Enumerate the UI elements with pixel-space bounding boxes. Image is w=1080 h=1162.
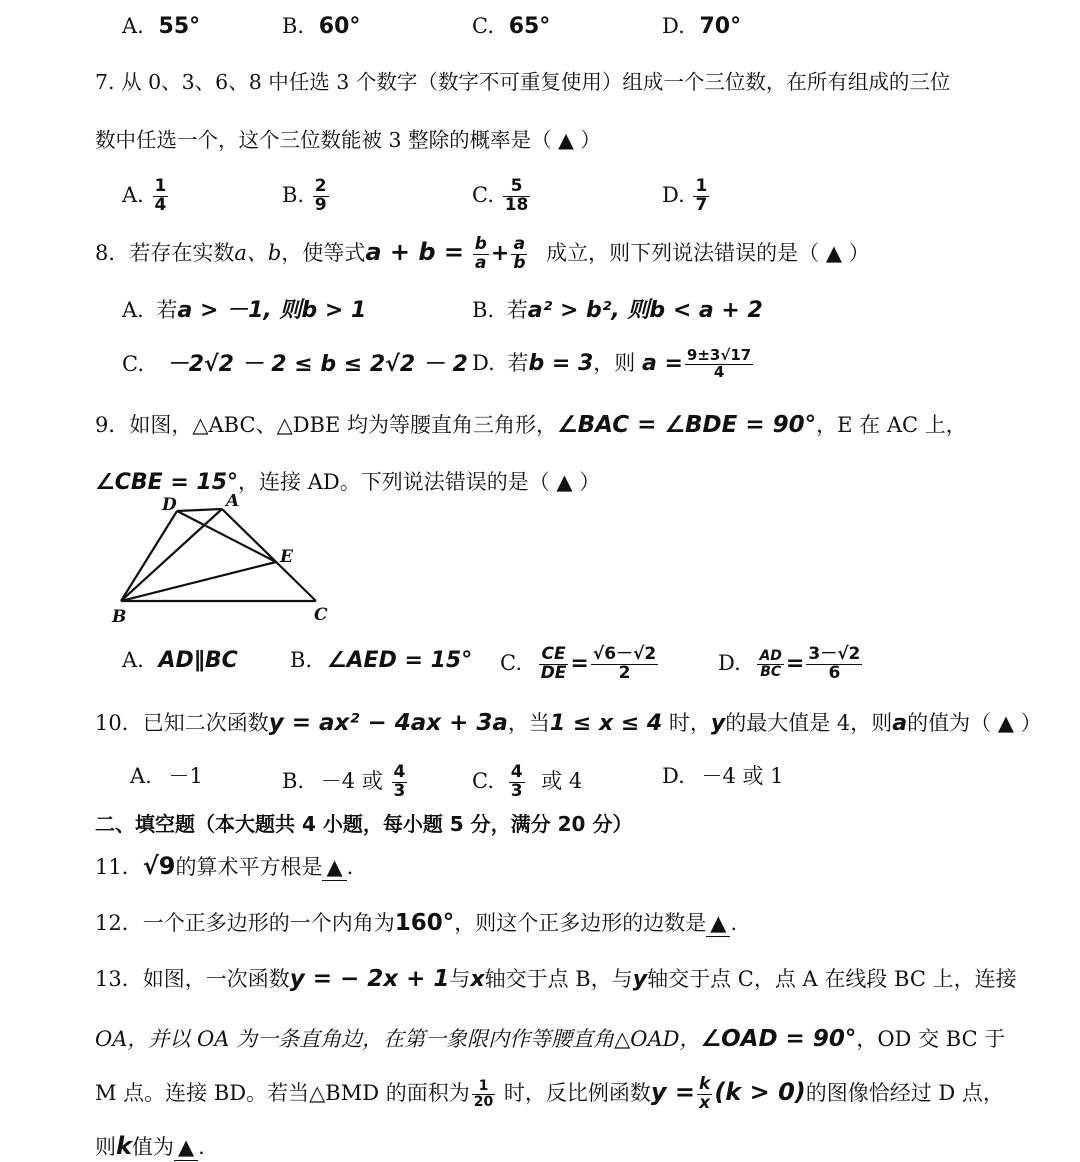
frac-den: 6 (828, 662, 841, 683)
frac-num: k (699, 1074, 711, 1094)
var-x: x (470, 967, 485, 992)
option-letter: A. (122, 182, 144, 207)
q10-stem (95, 710, 1042, 738)
segment-BE (121, 562, 276, 601)
expression: AD∥BC (158, 648, 238, 673)
label-D: D (162, 495, 177, 515)
plus: + (490, 240, 510, 266)
option-letter: B. (282, 182, 305, 207)
fraction (313, 178, 329, 215)
text: M 点。连接 BD。若当△BMD 的面积为 (95, 1080, 470, 1105)
fraction (757, 649, 783, 679)
frac-num: 2 (314, 176, 327, 196)
option-value: 70° (699, 14, 742, 39)
text: . (198, 1135, 205, 1159)
q10-option-d[interactable] (662, 764, 784, 789)
frac-num: 4 (510, 762, 523, 782)
option-letter: A. (130, 764, 152, 788)
text: ，使等式 (281, 240, 366, 265)
q8-option-b[interactable] (472, 298, 763, 324)
answer-blank[interactable]: ▲ (174, 1135, 198, 1161)
frac-den: 20 (473, 1093, 494, 1110)
q8-option-a[interactable] (122, 298, 366, 324)
answer-blank[interactable]: ▲ (322, 855, 346, 881)
fraction (511, 236, 527, 273)
frac-num: 4 (393, 762, 406, 782)
text: ，OD 交 BC 于 (856, 1027, 1006, 1051)
label-A: A (226, 494, 240, 511)
frac-num: 1 (472, 1079, 495, 1095)
vars: a、b (234, 240, 282, 265)
q10-option-b[interactable] (282, 764, 409, 801)
label-C: C (314, 605, 328, 625)
option-letter: A. (122, 14, 144, 38)
sqrt-expression: √9 (142, 852, 176, 880)
frac-num: b (474, 234, 487, 254)
q7-stem-line2: 数中任选一个，这个三位数能被 3 整除的概率是（ ▲ ） (95, 128, 601, 152)
text: 12．一个正多边形的一个内角为 (95, 911, 395, 935)
option-letter: D. (662, 182, 685, 207)
option-letter: C. (472, 182, 494, 207)
fraction (685, 348, 753, 381)
q13-stem-line2 (95, 1026, 1005, 1054)
condition: (k > 0) (714, 1077, 806, 1106)
q11-stem (95, 852, 353, 881)
q9-stem-line2 (95, 470, 600, 496)
option-letter: C. (122, 352, 144, 376)
text: 与 (449, 967, 471, 991)
fraction (473, 236, 489, 273)
q9-option-d[interactable] (718, 646, 864, 683)
q9-option-b[interactable] (290, 648, 472, 674)
angle-value: 160° (394, 910, 455, 936)
text: 的图像恰经过 D 点， (805, 1080, 1004, 1105)
text: 的值为（ ▲ ） (907, 711, 1042, 735)
text: . (730, 911, 738, 935)
q10-option-a[interactable] (130, 764, 203, 789)
triangle-figure (100, 494, 350, 629)
fraction (153, 178, 169, 215)
frac-den: 3 (510, 780, 523, 801)
text: 时，反比例函数 (497, 1080, 651, 1105)
q7-option-d[interactable] (662, 178, 711, 215)
option-letter: D. (662, 764, 685, 788)
fraction (539, 646, 569, 683)
text: 若 (507, 350, 529, 375)
text: 则 (95, 1135, 116, 1159)
frac-den: 9 (314, 194, 327, 215)
option-letter: B. (472, 298, 495, 322)
frac-den: BC (760, 663, 782, 680)
option-letter: A. (122, 298, 144, 322)
frac-den: 3 (393, 780, 406, 801)
q6-option-a[interactable] (122, 14, 200, 40)
option-value: 65° (508, 14, 551, 39)
var-y: y (632, 967, 648, 992)
q6-option-b[interactable] (282, 14, 360, 40)
frac-num: 1 (695, 176, 708, 196)
text: 10．已知二次函数 (95, 711, 269, 735)
function-expression: y = − 2x + 1 (289, 966, 450, 992)
fraction (591, 646, 658, 683)
text: 成立，则下列说法错误的是（ ▲ ） (546, 240, 870, 265)
text: 时， (662, 711, 711, 735)
expression: ∠AED = 15° (326, 648, 473, 673)
q13-stem-line4 (95, 1132, 205, 1161)
frac-num: CE (539, 646, 569, 665)
segment-BD (121, 511, 177, 601)
equals: = (785, 650, 805, 676)
text: 8．若存在实数 (95, 240, 235, 265)
fraction (503, 178, 531, 215)
q8-stem (95, 236, 870, 273)
option-letter: D. (662, 14, 685, 38)
frac-num: 1 (154, 176, 167, 196)
q9-option-a[interactable] (122, 648, 238, 674)
q9-option-c[interactable] (500, 646, 660, 683)
text: 11． (95, 855, 143, 879)
text: 轴交于点 C，点 A 在线段 BC 上，连接 (647, 967, 1017, 991)
q7-stem-line1: 7. 从 0、3、6、8 中任选 3 个数字（数字不可重复使用）组成一个三位数，在所有组成的三位 (95, 70, 951, 94)
var-a: a (892, 711, 908, 736)
option-letter: C. (472, 768, 494, 793)
text: OA，并以 OA 为一条直角边，在第一象限内作等腰直角△OAD， (95, 1027, 701, 1051)
frac-den: 2 (618, 662, 631, 683)
angle-expression: ∠OAD = 90° (700, 1026, 857, 1052)
option-value: －1 (168, 764, 203, 788)
var-y: y (710, 711, 726, 736)
option-letter: A. (122, 648, 144, 672)
text: 的算术平方根是 (175, 855, 323, 879)
equals: = (570, 650, 589, 676)
expression: a > －1, 则b > 1 (177, 298, 367, 323)
q6-option-c[interactable] (472, 14, 550, 40)
text: ，E 在 AC 上， (816, 413, 967, 437)
option-value: 55° (158, 14, 201, 39)
frac-num: √6－√2 (592, 644, 657, 664)
frac-num: 9±3√17 (686, 346, 752, 364)
option-value: 60° (318, 14, 361, 39)
q8-option-c[interactable] (122, 352, 468, 378)
expression: a² > b², 则b < a + 2 (527, 298, 763, 323)
q6-option-d[interactable] (662, 14, 741, 40)
frac-den: a (475, 252, 487, 273)
q9-stem-line1 (95, 412, 967, 440)
text: ，则 (593, 350, 636, 375)
text: 若 (506, 298, 528, 322)
expression: －2√2 － 2 ≤ b ≤ 2√2 － 2 (166, 352, 468, 377)
option-value: －4 或 1 (701, 764, 784, 788)
text: 的最大值是 4，则 (725, 711, 893, 735)
frac-num: 5 (503, 178, 531, 197)
frac-den: DE (540, 662, 567, 683)
label-E: E (280, 547, 293, 567)
text: . (346, 855, 354, 879)
expression: b = 3 (528, 350, 594, 376)
expression: a = (641, 350, 683, 376)
frac-den: b (513, 252, 526, 273)
option-letter: B. (282, 14, 305, 38)
fraction (693, 178, 709, 215)
q7-option-b[interactable] (282, 178, 331, 215)
fraction (697, 1076, 712, 1113)
fraction (509, 764, 525, 801)
segment-DA (177, 509, 222, 511)
q13-stem-line3 (95, 1076, 1004, 1113)
option-value: －4 或 (320, 768, 383, 793)
q7-option-a[interactable] (122, 178, 170, 215)
frac-den: 7 (695, 194, 708, 215)
var-k: k (116, 1132, 132, 1160)
range-expression: 1 ≤ x ≤ 4 (549, 711, 663, 736)
text: ，则这个正多边形的边数是 (454, 911, 707, 935)
text: 值为 (131, 1135, 174, 1159)
q7-option-c[interactable] (472, 178, 532, 215)
option-letter: C. (472, 14, 494, 38)
text: 13．如图，一次函数 (95, 967, 290, 991)
frac-num: AD (759, 648, 782, 665)
q10-option-c[interactable] (472, 764, 582, 801)
frac-num: 3－√2 (808, 644, 861, 664)
frac-den: x (699, 1092, 711, 1113)
option-letter: B. (282, 768, 305, 793)
angle-expression: ∠BAC = ∠BDE = 90° (557, 412, 817, 438)
segment-AC (222, 509, 316, 601)
answer-blank[interactable]: ▲ (706, 911, 730, 937)
text: ，当 (507, 711, 550, 735)
text: ，连接 AD。下列说法错误的是（ ▲ ） (238, 470, 601, 494)
frac-den: 4 (713, 362, 725, 381)
q13-stem-line1 (95, 966, 1017, 994)
function-expression: y = (650, 1077, 695, 1106)
q12-stem (95, 910, 737, 938)
option-letter: C. (500, 650, 522, 675)
q8-option-d[interactable] (472, 348, 755, 381)
option-letter: D. (472, 350, 495, 375)
text: 轴交于点 B，与 (484, 967, 633, 991)
text: 若 (156, 298, 178, 322)
frac-den: 4 (154, 194, 167, 215)
option-value: 或 4 (541, 768, 583, 793)
section-heading: 二、填空题（本大题共 4 小题，每小题 5 分，满分 20 分） (95, 812, 633, 836)
angle-expression: ∠CBE = 15° (95, 470, 239, 495)
option-letter: D. (718, 650, 741, 675)
equation: a + b = (365, 237, 465, 266)
frac-den: 18 (504, 194, 529, 215)
option-letter: B. (290, 648, 313, 672)
fraction (392, 764, 408, 801)
label-B: B (112, 607, 127, 627)
fraction (806, 646, 862, 683)
frac-num: a (511, 236, 527, 255)
fraction (472, 1079, 495, 1109)
text: 9．如图，△ABC、△DBE 均为等腰直角三角形， (95, 413, 557, 437)
function-expression: y = ax² − 4ax + 3a (268, 710, 508, 736)
